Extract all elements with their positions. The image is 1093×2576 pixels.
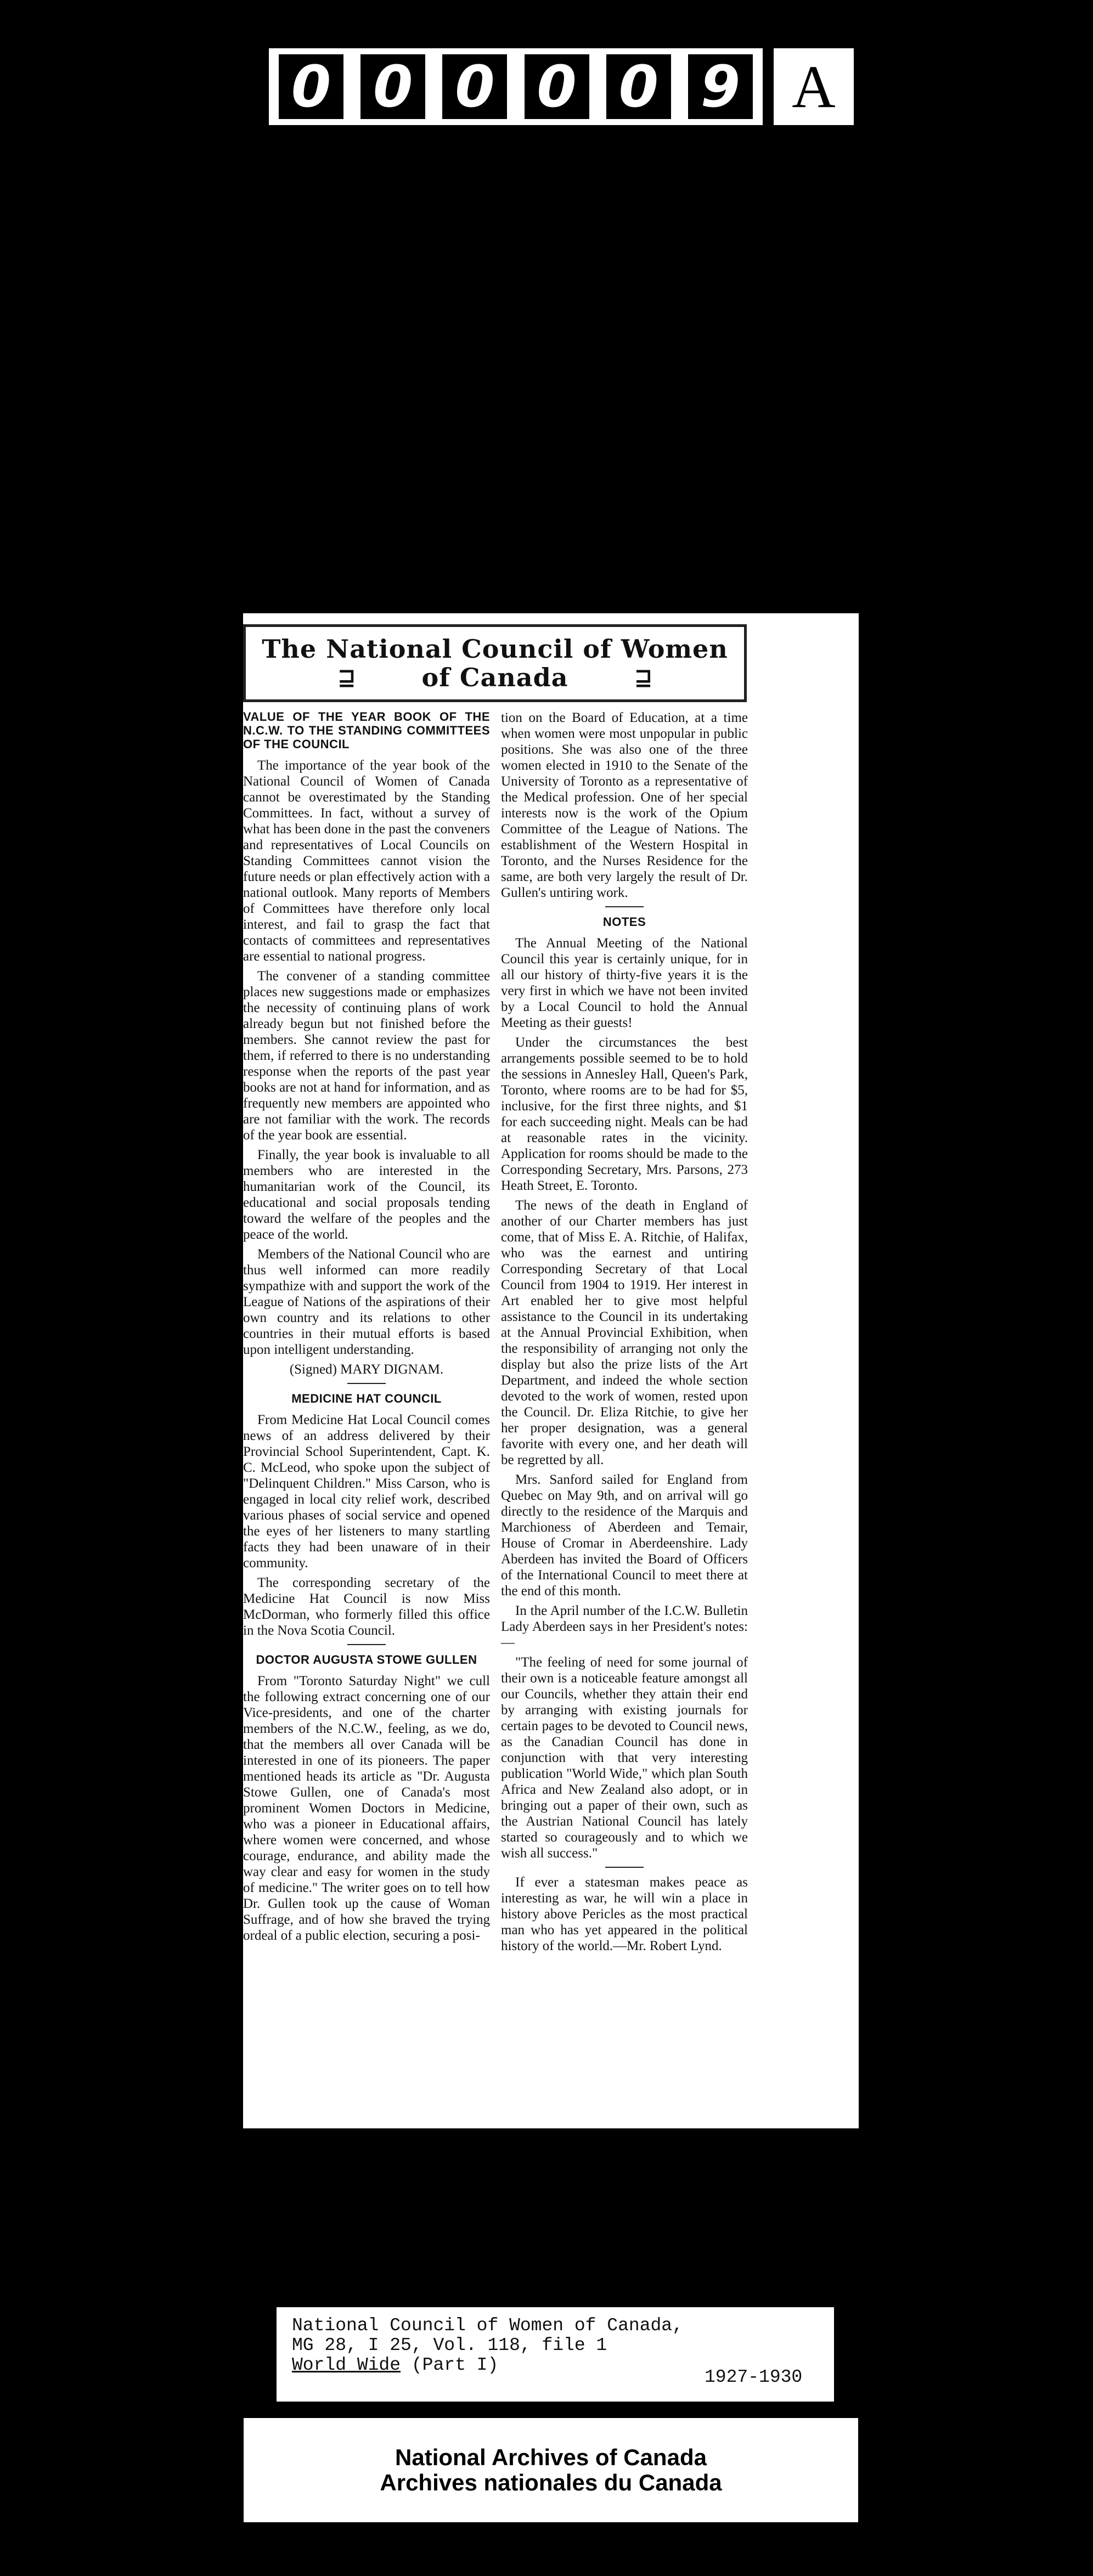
citation-years: 1927-1930 — [705, 2367, 803, 2387]
paragraph: The Annual Meeting of the National Council this year is certainly unique, for in all our history of thirty-five years it is the very first in which we have not been invited by a Local Council to hold the Annual Meeting as their guests! — [501, 936, 748, 1030]
quote-paragraph: "The feeling of need for some journal of their own is a noticeable feature amongst all our Councils, whether they attain their end by arranging with existing journals for certain pages to be devoted to Council news, as the Canadian Council has done in conjunction with that very interesting publication "World Wide," which plan South Africa and New Zealand also adopt, or in bringing out a paper of their own, such as the Austrian National Council has lately started so courageously and to which we wish all success." — [501, 1655, 748, 1861]
masthead — [243, 624, 747, 702]
citation-line: National Council of Women of Canada, — [292, 2315, 683, 2336]
paragraph: The convener of a standing committee places new suggestions made or emphasizes the necessity of continuing plans of work already begun but not finished before the members. She cannot review the past for them, if referred to there is no understanding response when the reports of the past year books are not at hand for information, and as frequently new members are appointed who are not familiar with the work. The records of the year book are essential. — [243, 969, 490, 1143]
divider — [605, 1867, 644, 1868]
reel-suffix: A — [774, 48, 854, 125]
paragraph: In the April number of the I.C.W. Bulletin Lady Aberdeen says in her President's notes:— — [501, 1603, 748, 1650]
citation-part: (Part I) — [401, 2355, 499, 2375]
paragraph: Mrs. Sanford sailed for England from Quebec on May 9th, and on arrival will go directly to the residence of the Marquis and Marchioness of Aberdeen and Temair, House of Cromar in Aberdeenshire. Lady Aberdeen has invited the Board of Officers of the International Council to meet there at the end of this month. — [501, 1472, 748, 1598]
archives-english: National Archives of Canada — [395, 2444, 707, 2470]
paragraph: From Medicine Hat Local Council comes news of an address delivered by their Provincial School Superintendent, Capt. K. C. McLeod, who spoke upon the subject of "Delinquent Children." Miss Carson, who is engaged in local city relief work, described various phases of social service and opened the eyes of her listeners to many startling facts they had been unaware of in their community. — [243, 1413, 490, 1571]
reel-number — [269, 48, 763, 125]
masthead-title: The National Council of Women — [262, 634, 728, 664]
article-columns — [243, 710, 843, 1958]
masthead-subtitle: of Canada — [421, 663, 568, 692]
paragraph: Under the circumstances the best arrangements possible seemed to be to hold the sessions in Annesley Hall, Queen's Park, Toronto, where rooms are to be had for $5, inclusive, for the first three nights, and $1 for each succeeding night. Meals can be had at reasonable rates in the vicinity. Application for rooms should be made to the Corresponding Secretary, Mrs. Parsons, 273 Heath Street, E. Toronto. — [501, 1035, 748, 1193]
left-column — [243, 710, 490, 1958]
paragraph: The news of the death in England of another of our Charter members has just come, that of Miss E. A. Ritchie, of Halifax, who was the earnest and untiring Corresponding Secretary of that Local Council from 1904 to 1919. Her interest in Art enabled her to give most helpful assistance to the Council in its undertaking at the Annual Provincial Exhibition, when the responsibility of arranging not only the display but also the prize lists of the Art Department, and indeed the whole section devoted to the work of women, rested upon the Council. Dr. Eliza Ritchie, to give her her proper designation, was a general favorite with every one, and her death will be regretted by all. — [501, 1198, 748, 1467]
divider — [347, 1644, 386, 1645]
right-column — [501, 710, 748, 1958]
archives-french: Archives nationales du Canada — [380, 2470, 722, 2495]
paragraph: The importance of the year book of the National Council of Women of Canada cannot be overestimated by the Standing Committees. In fact, without a survey of what has been done in the past the conveners and representatives of Local Councils on Standing Committees cannot vision the future needs or plan effectively action with a national outlook. Many reports of Members of Committees have therefore only local interest, and fail to grasp the fact that contacts of committees and representatives are essential to national progress. — [243, 758, 490, 964]
meander-ornament-icon: ⊒ — [634, 665, 653, 690]
paragraph: Finally, the year book is invaluable to all members who are interested in the humanitarian work of the Council, its educational and social proposals tending toward the welfare of the peoples and the peace of the world. — [243, 1148, 490, 1242]
newspaper-clipping — [243, 613, 859, 2128]
reel-digit: 9 — [688, 54, 753, 119]
notes-heading: NOTES — [602, 915, 646, 929]
medicine-hat-heading: MEDICINE HAT COUNCIL — [291, 1392, 442, 1405]
signature: (Signed) MARY DIGNAM. — [289, 1362, 444, 1377]
paragraph: From "Toronto Saturday Night" we cull the following extract concerning one of our Vice-presidents, and one of the charter members of the N.C.W., feeling, as we do, that the members all over Canada will be interested in one of its pioneers. The paper mentioned heads its article as "Dr. Augusta Stowe Gullen, one of Canada's most prominent Women Doctors in Medicine, who was a pioneer in Educational affairs, where women were concerned, and whose courage, endurance, and ability made the way clear and easy for women in the study of medicine." The writer goes on to tell how Dr. Gullen took up the cause of Woman Suffrage, and of how she braved the trying ordeal of a public election, securing a posi- — [243, 1674, 490, 1943]
paragraph: tion on the Board of Education, at a time when women were most unpopular in public positions. She was also one of the three women elected in 1910 to the Senate of the University of Toronto as a representative of the Medical profession. One of her special interests now is the work of the Opium Committee of the League of Nations. The establishment of the Western Hospital in Toronto, and the Nurses Residence for the same, are both very largely the result of Dr. Gullen's untiring work. — [501, 710, 748, 900]
gullen-heading: DOCTOR AUGUSTA STOWE GULLEN — [256, 1653, 477, 1667]
meander-ornament-icon: ⊒ — [337, 665, 356, 690]
citation-title: World Wide — [292, 2355, 401, 2375]
citation-line: MG 28, I 25, Vol. 118, file 1 — [292, 2335, 607, 2355]
archives-banner — [244, 2418, 858, 2522]
divider — [347, 1383, 386, 1384]
reel-digit: 0 — [606, 54, 671, 119]
reel-digit: 0 — [525, 54, 589, 119]
divider — [605, 906, 644, 907]
year-book-headline: VALUE OF THE YEAR BOOK OF THE N.C.W. TO THE STANDING COMMITTEES OF THE COUNCIL — [243, 710, 490, 751]
reel-digit: 0 — [360, 54, 425, 119]
paragraph: If ever a statesman makes peace as interesting as war, he will win a place in history above Pericles as the most practical man who has yet appeared in the political history of the world.—Mr. Robert Lynd. — [501, 1875, 748, 1953]
citation-label — [277, 2307, 834, 2402]
paragraph: The corresponding secretary of the Medicine Hat Council is now Miss McDorman, who formerly filled this office in the Nova Scotia Council. — [243, 1575, 490, 1638]
paragraph: Members of the National Council who are thus well informed can more readily sympathize with and support the work of the League of Nations of the aspirations of their own country and its relations to other countries in their mutual efforts is based upon intelligent understanding. — [243, 1247, 490, 1357]
reel-digit: 0 — [442, 54, 507, 119]
reel-digit: 0 — [279, 54, 343, 119]
